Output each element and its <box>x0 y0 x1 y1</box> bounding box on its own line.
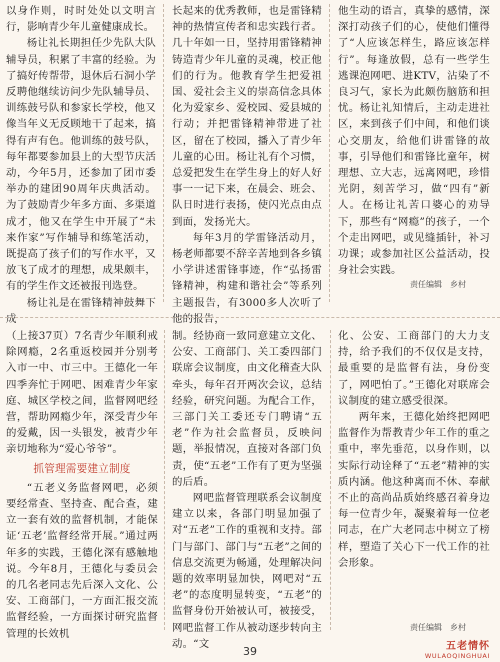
paragraph: 杨让礼长期担任少先队大队辅导员，积累了丰富的经验。为了搞好传帮带，退休后石洞小学反聘他继续访问少先队辅导员、训练鼓号队和参家长学校，他又像当年义无反顾地干了起来，搞得有声有色。他训练的鼓号队，每年都要参加县上的大型节庆活动，今年5月，还参加了团市委举办的建团90周年庆典活动。为了鼓励青少年多方面、多渠道成才，他又在学生中开展了“未来作家”写作辅导和练笔活动，既提高了孩子们的写作水平，又放飞了成才的理想，成果颇丰，有的学生作文还被报刊选登。 <box>6 37 156 293</box>
paragraph: 网吧监督管理联系会议制度建立以来，各部门明显加强了对“五老”工作的重视和支持。部门与部门、部门与“五老”之间的信息交流更为畅通，处理解决问题的效率明显加快，网吧对“五老”的态度明显转变，“五老”的监督身份开始被认可，被接受，网吧监督工作从被动逐步转向主动。“文 <box>172 492 322 650</box>
article-bottom-column-2 <box>172 328 322 652</box>
article-top-column-1 <box>6 3 156 327</box>
paragraph: 两年来，王德化始终把网吧监督作为帮教青少年工作的重之重中，率先垂范，以身作则，以实际行动诠释了“五老”精神的实质内涵。他这种离而不休、奉献不止的高尚品质始终感召着身边每一位青少年，凝聚着每一位老同志，在广大老同志中树立了榜样，塑造了关心下一代工作的社会形象。 <box>338 411 490 569</box>
article-top-column-3 <box>338 3 490 278</box>
editor-credit: 责任编辑 乡村 <box>410 623 466 632</box>
editor-credit: 责任编辑 乡村 <box>410 280 466 289</box>
paragraph: 制。经协商一致同意建立文化、公安、工商部门、关工委四部门联席会议制度，由文化稽查大队牵头，每年召开两次会议，总结经验，研究问题。为配合工作，三部门关工委还专门聘请“五老”作为社会监督员，反映问题，举报情况，直接对各部门负责，使“五老”工作有了更为坚强的后盾。 <box>172 330 322 488</box>
column-divider <box>164 330 165 630</box>
column-divider <box>330 330 331 630</box>
section-subheading: 抓管理需要建立制度 <box>33 462 131 475</box>
paragraph: 杨让礼是在雷锋精神鼓舞下成 <box>6 296 156 325</box>
section-divider <box>0 317 500 318</box>
paragraph: 长起来的优秀教师，也是雷锋精神的热情宣传者和忠实践行者。几十年如一日，坚持用雷锋精神铸造青少年儿童的灵魂，校正他们的行为。他教育学生把爱祖国、爱社会主义的崇高信念具体化为爱家乡、爱校园、爱县城的行动；并把雷锋精神带进了社区，留在了校园，播入了青少年儿童的心田。杨让礼有个习惯，总爱把发生在学生身上的好人好事一一记下来，在晨会、班会、队日时进行表扬，使闪光点由点到面，发扬光大。 <box>172 5 322 228</box>
paragraph: 化、公安、工商部门的大力支持，给予我们的不仅仅是支持，最重要的是监督有法，身份变了，网吧怕了。”王德化对联席会议制度的建立感受很深。 <box>338 330 490 407</box>
logo-english: WULAOQINGHUAI <box>424 652 490 660</box>
paragraph: “五老义务监督网吧，必须要经常查、坚持查、配合查，建立一套有效的监督机制，才能保证‘五老’监督经常开展。”通过两年多的实践，王德化深有感触地说。今年8月，王德化与委员会的几名老同志先后深入文化、公安、工商部门，一方面汇报交流监督经验，一方面探讨研究监督管理的长效机 <box>6 481 158 640</box>
column-divider <box>329 4 330 302</box>
paragraph: 以身作则，时时处处以文明言行，影响青少年儿童健康成长。 <box>6 5 156 34</box>
article-bottom-column-3 <box>338 328 490 571</box>
column-divider <box>163 4 164 302</box>
paragraph: （上接37页）7名青少年顺利戒除网瘾，2名重返校园并分别考入市一中、市三中。王德化一年四季奔忙于网吧、困难青少年家庭、城区学校之间，监督网吧经营，帮助网瘾少年，深受青少年的爱戴，因一头银发，被青少年亲切地称为“爱心爷爷”。 <box>6 330 158 456</box>
paragraph: 每年3月的学雷锋活动月，杨老师都要不辞辛苦地到各乡镇小学讲述雷锋事迹，作“弘扬雷锋精神，构建和谐社会”等系列主题报告，有3000多人次听了他的报告， <box>172 231 322 325</box>
logo-chinese: 五老情怀 <box>446 641 490 652</box>
page-number: 39 <box>243 645 257 658</box>
paragraph: 他生动的语言，真挚的感情，深深打动孩子们的心，使他们懂得了“人应该怎样生，路应该怎样行”。每逢放假，总有一些学生逃课泡网吧、进KTV，沾染了不良习气，家长为此颇伤脑筋和担忧。杨让礼知情后，主动走进社区，来到孩子们中间，和他们谈心交朋友，给他们讲雷锋的故事，引导他们和雷锋比童年，树理想、立大志，远离网吧，珍惜光阴，刻苦学习，做“四有”新人。在杨让礼苦口婆心的劝导下，那些有“网瘾”的孩子，一个个走出网吧，或见缝插针，补习功课；或参加社区公益活动，投身社会实践。 <box>338 5 490 277</box>
article-bottom-column-1 <box>6 328 158 642</box>
article-top-column-2 <box>172 3 322 327</box>
magazine-logo <box>425 637 490 660</box>
